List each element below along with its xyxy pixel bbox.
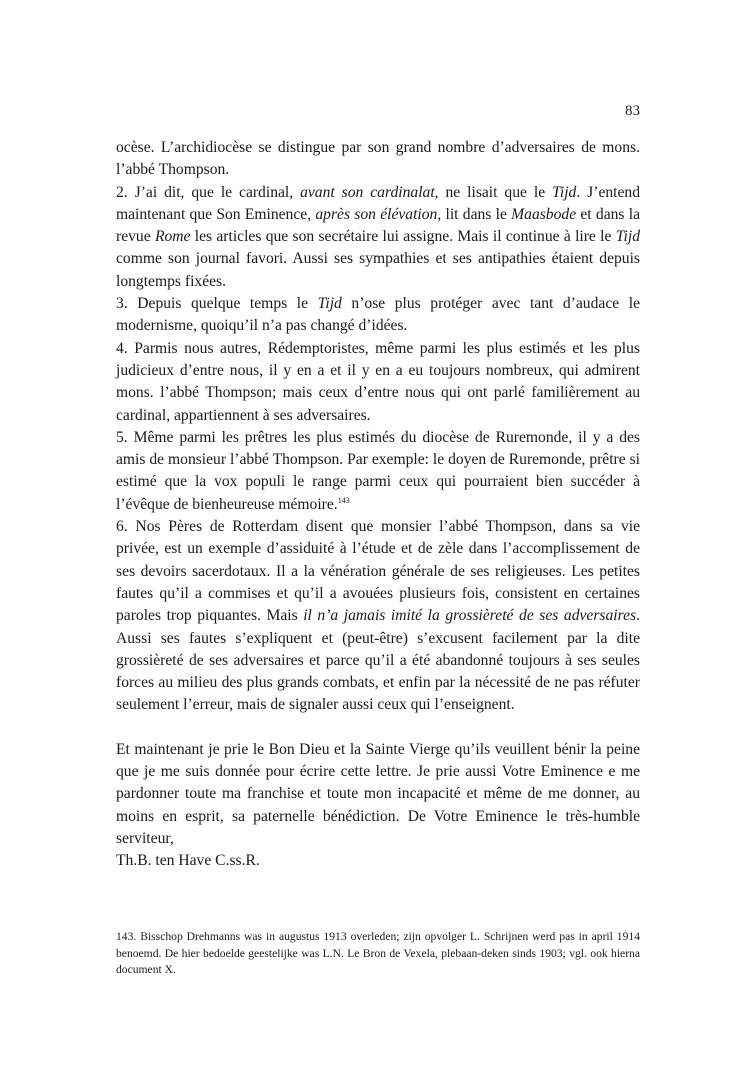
- closing-paragraph: Et maintenant je prie le Bon Dieu et la Sainte Vierge qu’ils veuillent bénir la peine que je me suis donnée pour écrire cette lettre. Je prie aussi Votre Eminence e me pardonner toute ma franchise et toute mon incapacité et même de me donner, au moins en esprit, sa paternelle bénédiction. De Votre Eminence le très-humble serviteur,: [116, 740, 640, 847]
- paragraph-point-6: 6. Nos Pères de Rotterdam disent que monsier l’abbé Thompson, dans sa vie privée, est un exemple d’assiduité à l’étude et de zèle dans l’accomplissement de ses devoirs sacerdotaux. Il a la vénération générale de ses religieuses. Les petites fautes qu’il a commises et qu’il a avouées plusieurs fois, consistent en certaines paroles trop piquantes. Mais il n’a jamais imité la grossièreté de ses adversaires. Aussi ses fautes s’expliquent et (peut-être) s’excusent facilement par la dite grossièreté de ses adversaires et parce qu’il a été abandonné toujours à ses seules forces au milieu des plus grands combats, et enfin par la nécessité de ne pas réfuter seulement l’erreur, mais de signaler aussi ceux qui l’enseignent.: [116, 518, 640, 714]
- footnote-143: 143. Bisschop Drehmanns was in augustus 1913 overleden; zijn opvolger L. Schrijnen werd pas in april 1914 benoemd. De hier bedoelde geestelijke was L.N. Le Bron de Vexela, plebaan-deken sinds 1903; vgl. ook hierna document X.: [116, 930, 640, 977]
- paragraph-point-4: 4. Parmis nous autres, Rédemptoristes, même parmi les plus estimés et les plus judicieux d’entre nous, il y en a et il y en a eu toujours nombreux, qui admirent mons. l’abbé Thompson; mais ceux d’entre nous qui ont parlé familièrement au cardinal, appartiennent à ses adversaires.: [116, 339, 640, 424]
- paragraph-continuation: ocèse. L’archidiocèse se distingue par son grand nombre d’adversaires de mons. l’abbé Thompson.: [116, 139, 640, 179]
- paragraph-point-2: 2. J’ai dit, que le cardinal, avant son cardinalat, ne lisait que le Tijd. J’entend maintenant que Son Eminence, après son élévation, lit dans le Maasbode et dans la revue Rome les articles que son secrétaire lui assigne. Mais il continue à lire le Tijd comme son journal favori. Aussi ses sympathies et ses antipathies étaient depuis longtemps fixées.: [116, 183, 641, 290]
- page-number: 83: [625, 103, 640, 119]
- paragraph-point-3: 3. Depuis quelque temps le Tijd n’ose plus protéger avec tant d’audace le modernisme, quoiqu’il n’a pas changé d’idées.: [116, 295, 640, 335]
- paragraph-point-5: 5. Même parmi les prêtres les plus estimés du diocèse de Ruremonde, il y a des amis de monsieur l’abbé Thompson. Par exemple: le doyen de Ruremonde, prêtre si estimé que la vox populi le range parmi ceux qui pourraient bien succéder à l’évêque de bienheureuse mémoire.$^{143}$: [116, 428, 640, 513]
- footnote-reference: 143: [337, 495, 350, 505]
- letter-body: [116, 137, 640, 873]
- signature: Th.B. ten Have C.ss.R.: [116, 852, 260, 870]
- paragraph-gap: [116, 717, 640, 739]
- footnote: [116, 929, 640, 979]
